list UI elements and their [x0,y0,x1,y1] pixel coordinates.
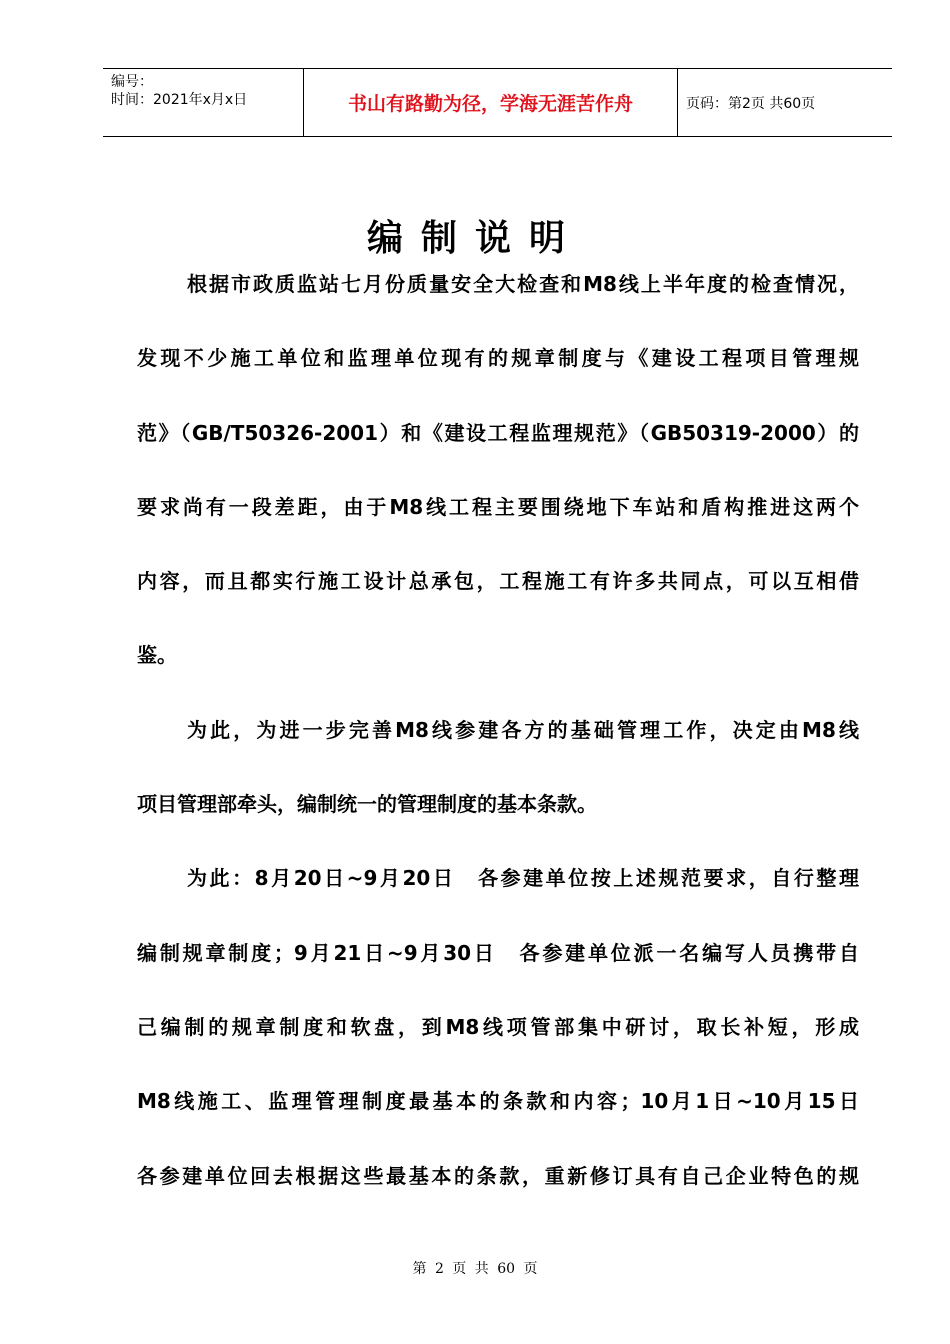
body-line: 范》（GB/T50326-2001）和《建设工程监理规范》（GB50319-2000）的 [137,420,859,445]
number-label: 编号： [111,74,153,90]
body-line: 己编制的规章制度和软盘，到M8线项管部集中研讨，取长补短，形成 [137,1014,859,1039]
body-line: 为此，为进一步完善M8线参建各方的基础管理工作，决定由M8线 [187,717,859,742]
page-header [103,68,892,137]
document-body [137,262,859,1228]
body-line: 各参建单位回去根据这些最基本的条款，重新修订具有自己企业特色的规 [137,1163,859,1188]
header-meta [103,69,304,136]
document-title: 编制说明 [366,218,583,259]
body-line: 为此：8月20日~9月20日 各参建单位按上述规范要求，自行整理 [187,866,859,891]
body-line: 鉴。 [137,643,177,668]
page-footer: 第 2 页 共 60 页 [412,1261,538,1277]
body-line: 编制规章制度；9月21日~9月30日 各参建单位派一名编写人员携带自 [137,940,859,965]
header-motto: 书山有路勤为径，学海无涯苦作舟 [304,69,678,136]
header-page-info: 页码：第2页 共60页 [686,95,816,112]
body-line: 内容，而且都实行施工设计总承包，工程施工有许多共同点，可以互相借 [137,569,859,594]
body-line: M8线施工、监理管理制度最基本的条款和内容；10月1日~10月15日 [137,1089,859,1114]
body-line: 项目管理部牵头，编制统一的管理制度的基本条款。 [137,792,597,817]
body-line: 根据市政质监站七月份质量安全大检查和M8线上半年度的检查情况， [187,272,859,296]
body-line: 发现不少施工单位和监理单位现有的规章制度与《建设工程项目管理规 [137,346,859,371]
body-line: 要求尚有一段差距，由于M8线工程主要围绕地下车站和盾构推进这两个 [137,494,859,519]
time-label: 时间：2021年x月x日 [111,92,248,108]
